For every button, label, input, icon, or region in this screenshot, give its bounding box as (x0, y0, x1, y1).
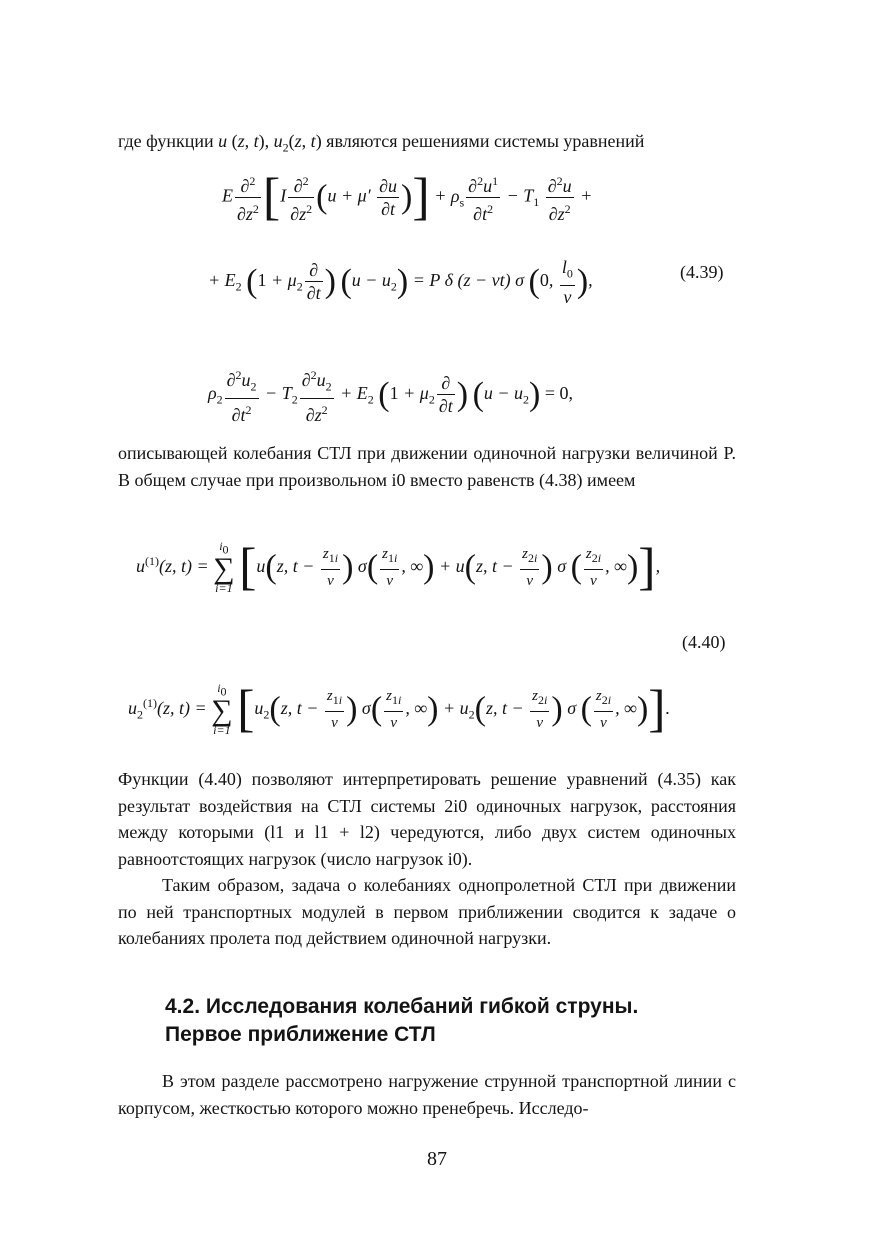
equation-number-4-39: (4.39) (680, 262, 724, 282)
equation-number-4-40: (4.40) (682, 632, 726, 652)
paragraph-4: В этом разделе рассмотрено нагружение струнной транспортной линии с корпусом, жесткостью которого можно пренебречь. Исследо- (118, 1071, 736, 1118)
equation-4-40-line-1: $u^{(1)}(z$, t) = i0 ∑ i=1 [u(z, t − $\frac{z_{1i}}{v}$ ) σ( $\frac{z_{1i}}{v}$ , ∞) + u(z, t − $\frac{z_{2i}}{v}$ ) σ ( $\frac{z_{2i}}{v}$ , ∞)], (136, 538, 661, 596)
equation-4-39-line-2: + $E_2$ ($1 + \mu_2$ $\frac{\partial}{\partial t}$ ) $(u - u_2) = P$ δ (z − vt) σ (0, $\frac{l_0}{v}$ ), (208, 257, 593, 307)
equation-4-39-line-1: E $\frac{\partial^2}{\partial z^2}$ [I $\frac{\partial^2}{\partial z^2}$ (u + μ′ $\frac{\partial u}{\partial t}$ )] + $\rho_s$ $\frac{\partial^2u^1}{\partial t^2}$ − $T_1$ $\frac{\partial^2u}{\partial z^2}$ + (222, 168, 593, 226)
equation-4-39-line-3: $\rho_2$ $\frac{\partial^2u_2}{\partial t^2}$ − $T_2$ $\frac{\partial^2u_2}{\partial z^2}$ + $E_2$ ($1 + \mu_2$ $\frac{\partial}{\partial t}$ ) $(u - u_2) = 0$, (208, 364, 573, 426)
section-heading-line-2: Первое приближение СТЛ (165, 1023, 436, 1046)
paragraph-3: Таким образом, задача о колебаниях однопролетной СТЛ при движении по ней транспортных модулей в первом приближении сводится к задаче о колебаниях пролета под действием одиночной нагрузки. (118, 875, 736, 948)
section-heading (165, 993, 638, 1049)
intro-text: где функции u (z, t), $u_2(z$, t) являются решениями системы уравнений (118, 131, 645, 155)
section-heading-line-1: 4.2. Исследования колебаний гибкой струны. (165, 995, 639, 1018)
paragraph-2: Функции (4.40) позволяют интерпретировать решение уравнений (4.35) как результат воздействия на СТЛ системы 2i0 одиночных нагрузок, расстояния между которыми (l1 и l1 + l2) чередуются, либо двух систем одиночных равноотстоящих нагрузок (число нагрузок i0). (118, 769, 736, 869)
page-number: 87 (427, 1148, 447, 1170)
paragraph-1: описывающей колебания СТЛ при движении одиночной нагрузки величиной P. В общем случае при произвольном i0 вместо равенств (4.38) имеем (118, 443, 736, 490)
equation-4-40-line-2: $u_2^{(1)}(z$, t) = i0 ∑ i=1 [$u_2(z$, t − $\frac{z_{1i}}{v}$ ) σ( $\frac{z_{1i}}{v}$ , ∞) + $u_2(z$, t − $\frac{z_{2i}}{v}$ ) σ ( $\frac{z_{2i}}{v}$ , ∞)]. (128, 680, 671, 738)
